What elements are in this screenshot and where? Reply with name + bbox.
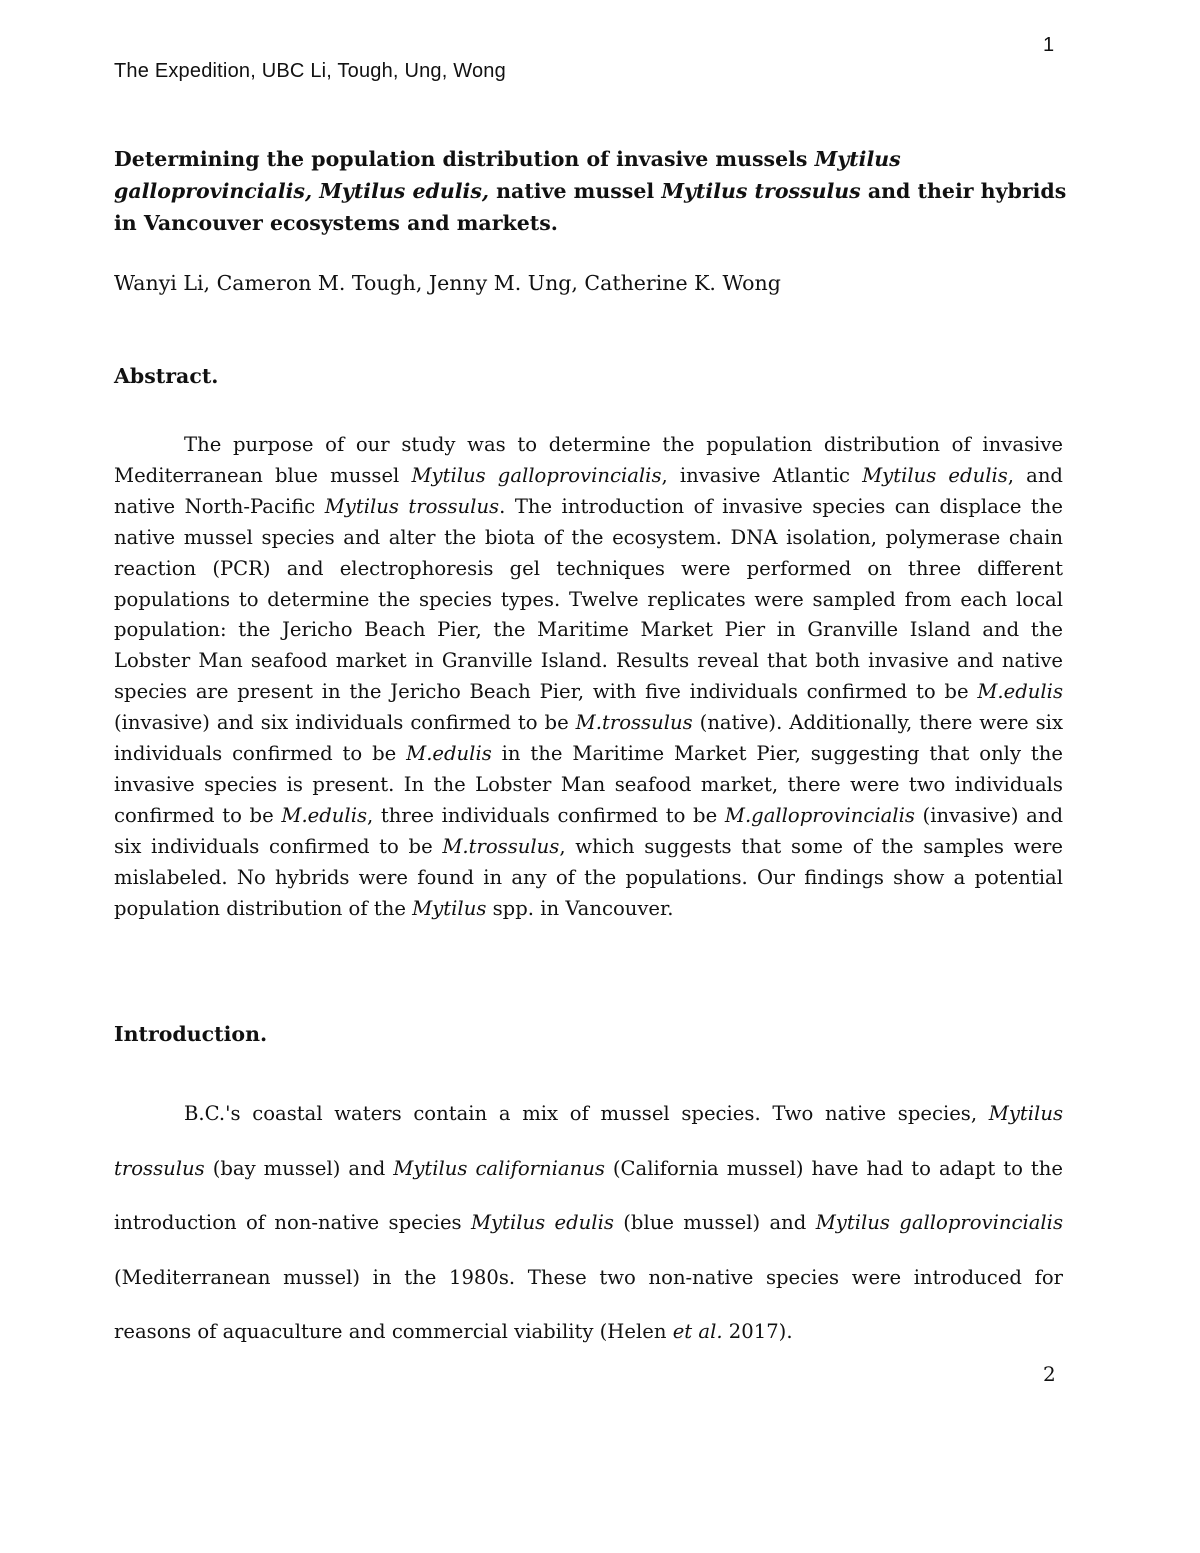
species-name: Mytilus galloprovincialis <box>411 463 662 487</box>
text-run: . The introduction of invasive species can displace the native mussel species and alter the biota of the ecosystem. DNA isolation, polymerase chain reaction (PCR) and electrophoresis gel techniques were performed on three different populations to determine the species types. Twelve replicates were sampled from each local population: the Jericho Beach Pier, the Maritime Market Pier in Granville Island and the Lobster Man seafood market in Granville Island. Results reveal that both invasive and native species are present in the Jericho Beach Pier, with five individuals confirmed to be <box>114 494 1063 704</box>
species-name: Mytilus <box>412 896 487 920</box>
title-species: Mytilus trossulus <box>661 179 861 203</box>
running-head: The Expedition, UBC Li, Tough, Ung, Wong <box>114 60 506 82</box>
species-name: M.trossulus <box>442 834 560 858</box>
title-text: Determining the population distribution of invasive mussels <box>114 147 815 171</box>
page-number: 2 <box>1043 1362 1056 1386</box>
text-run: (invasive) and six individuals confirmed to be <box>114 803 1063 858</box>
text-run: (blue mussel) and <box>613 1211 816 1234</box>
text-run: (invasive) and six individuals confirmed to be <box>114 711 576 735</box>
species-name: M.edulis <box>406 742 492 766</box>
title-text: native mussel <box>489 179 662 203</box>
species-name: Mytilus edulis <box>470 1211 614 1234</box>
text-run: 2017). <box>722 1320 793 1343</box>
species-name: Mytilus edulis <box>862 463 1008 487</box>
text-run: , and native North-Pacific <box>114 463 1063 518</box>
abstract-paragraph <box>114 430 1063 925</box>
title-species: Mytilus edulis, <box>319 179 489 203</box>
citation-etal: et al. <box>672 1320 723 1343</box>
text-run: (Mediterranean mussel) in the 1980s. These two non-native species were introduced for reasons of aquaculture and commercial viability (Helen <box>114 1265 1063 1343</box>
author-list: Wanyi Li, Cameron M. Tough, Jenny M. Ung, Catherine K. Wong <box>114 271 781 295</box>
text-run: (California mussel) have had to adapt to the introduction of non-native species <box>114 1156 1063 1234</box>
text-run: The purpose of our study was to determine the population distribution of invasive Mediterranean blue mussel <box>114 433 1063 487</box>
text-run: B.C.'s coastal waters contain a mix of mussel species. Two native species, <box>184 1102 989 1125</box>
abstract-heading: Abstract. <box>114 364 219 388</box>
species-name: Mytilus galloprovincialis <box>815 1211 1064 1234</box>
text-run: (bay mussel) and <box>204 1156 394 1180</box>
species-name: Mytilus trossulus <box>324 494 500 518</box>
text-run: , three individuals confirmed to be <box>367 803 725 827</box>
species-name: M.galloprovincialis <box>724 803 915 827</box>
text-run: in the Maritime Market Pier, suggesting that only the invasive species is present. In the Lobster Man seafood market, there were two individuals confirmed to be <box>114 742 1063 827</box>
paper-title <box>114 143 1074 239</box>
title-species: Mytilus galloprovincialis, <box>114 147 901 203</box>
page-number: 1 <box>1043 34 1055 56</box>
species-name: Mytilus californianus <box>393 1156 605 1180</box>
introduction-heading: Introduction. <box>114 1022 268 1046</box>
species-name: M.edulis <box>281 803 368 827</box>
species-name: Mytilus trossulus <box>114 1102 1063 1180</box>
text-run: (native). Additionally, there were six individuals confirmed to be <box>114 711 1064 766</box>
title-text: and their hybrids in Vancouver ecosystems and markets. <box>114 179 1067 235</box>
introduction-paragraph <box>114 1087 1063 1360</box>
text-run: spp. in Vancouver. <box>486 896 674 920</box>
species-name: M.edulis <box>977 680 1063 704</box>
species-name: M.trossulus <box>575 711 693 735</box>
text-run: , invasive Atlantic <box>661 463 863 487</box>
text-run: , which suggests that some of the samples were mislabeled. No hybrids were found in any of the populations. Our findings show a potential population distribution of the <box>114 834 1063 920</box>
